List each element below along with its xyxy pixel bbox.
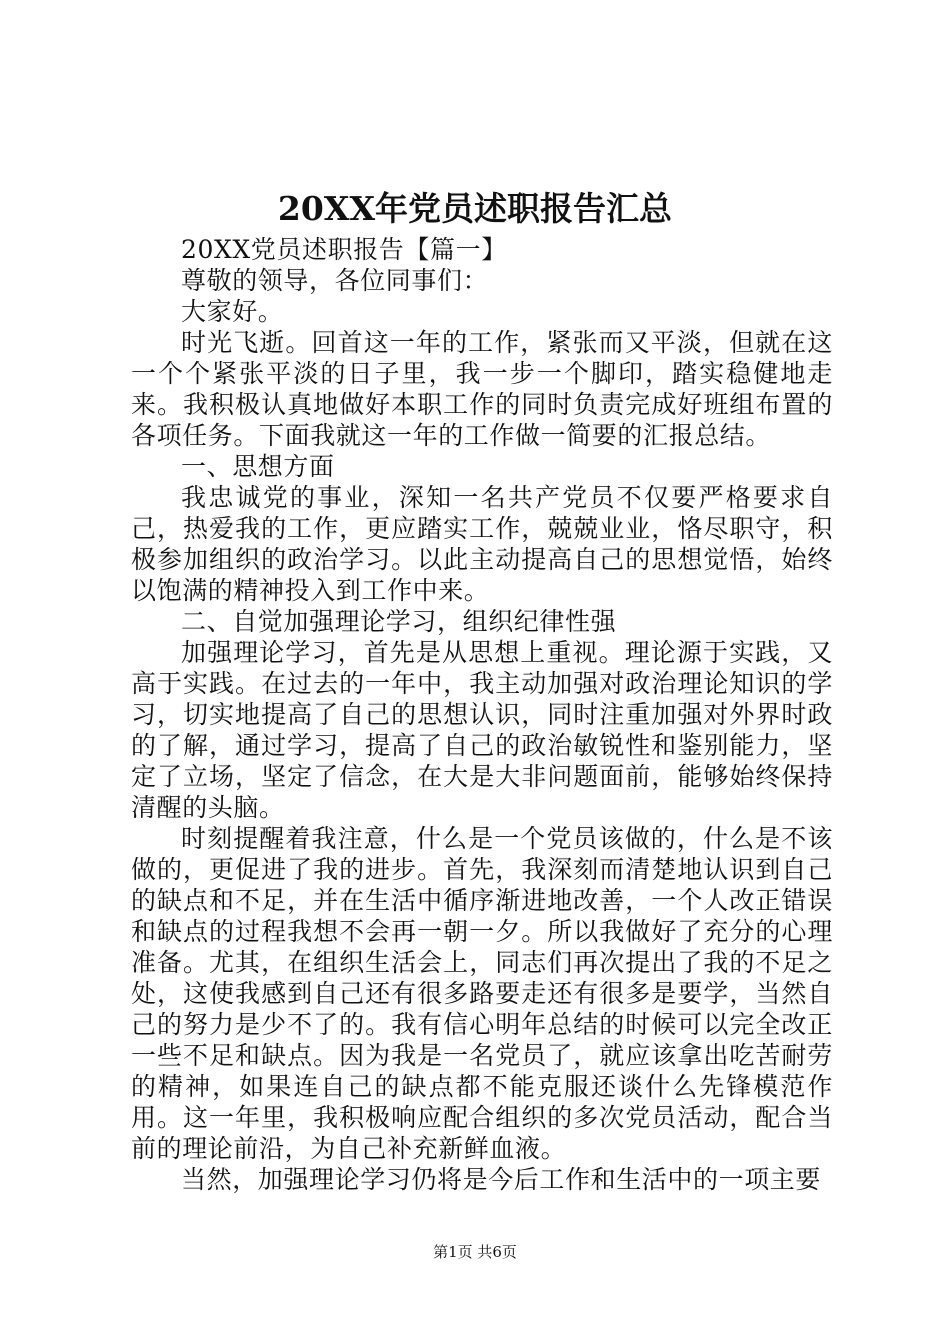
paragraph-theory-study: 加强理论学习，首先是从思想上重视。理论源于实践，又高于实践。在过去的一年中，我主动加强对政治理论知识的学习，切实地提高了自己的思想认识，同时注重加强对外界时政的了解，通过学习，提高了自己的政治敏锐性和鉴别能力，坚定了立场，坚定了信念，在大是大非问题面前，能够始终保持清醒的头脑。 (131, 638, 833, 822)
paragraph-heading-part-one: 20XX党员述职报告【篇一】 (181, 235, 507, 264)
paragraph-intro: 时光飞逝。回首这一年的工作，紧张而又平淡，但就在这一个个紧张平淡的日子里，我一步一个脚印，踏实稳健地走来。我积极认真地做好本职工作的同时负责完成好班组布置的各项任务。下面我就这一年的工作做一简要的汇报总结。 (131, 328, 833, 450)
paragraph-salutation: 尊敬的领导，各位同事们： (181, 266, 489, 295)
paragraph-ideology: 我忠诚党的事业，深知一名共产党员不仅要严格要求自己，热爱我的工作，更应踏实工作，兢兢业业，恪尽职守，积极参加组织的政治学习。以此主动提高自己的思想觉悟，始终以饱满的精神投入到工作中来。 (131, 483, 833, 605)
section-heading-theory-study: 二、自觉加强理论学习，组织纪律性强 (181, 607, 617, 636)
document-title: 20XX年党员述职报告汇总 (277, 189, 673, 228)
document-body (131, 234, 833, 1195)
section-heading-ideology: 一、思想方面 (181, 452, 335, 481)
page-number-footer: 第1页 共6页 (433, 1243, 517, 1261)
paragraph-self-reflection: 时刻提醒着我注意，什么是一个党员该做的，什么是不该做的，更促进了我的进步。首先，我深刻而清楚地认识到自己的缺点和不足，并在生活中循序渐进地改善，一个人改正错误和缺点的过程我想不会再一朝一夕。所以我做好了充分的心理准备。尤其，在组织生活会上，同志们再次提出了我的不足之处，这使我感到自己还有很多路要走还有很多是要学，当然自己的努力是少不了的。我有信心明年总结的时候可以完全改正一些不足和缺点。因为我是一名党员了，就应该拿出吃苦耐劳的精神，如果连自己的缺点都不能克服还谈什么先锋模范作用。这一年里，我积极响应配合组织的多次党员活动，配合当前的理论前沿，为自己补充新鲜血液。 (131, 824, 833, 1163)
paragraph-continued: 当然，加强理论学习仍将是今后工作和生活中的一项主要 (181, 1165, 822, 1194)
paragraph-greeting: 大家好。 (181, 297, 284, 326)
